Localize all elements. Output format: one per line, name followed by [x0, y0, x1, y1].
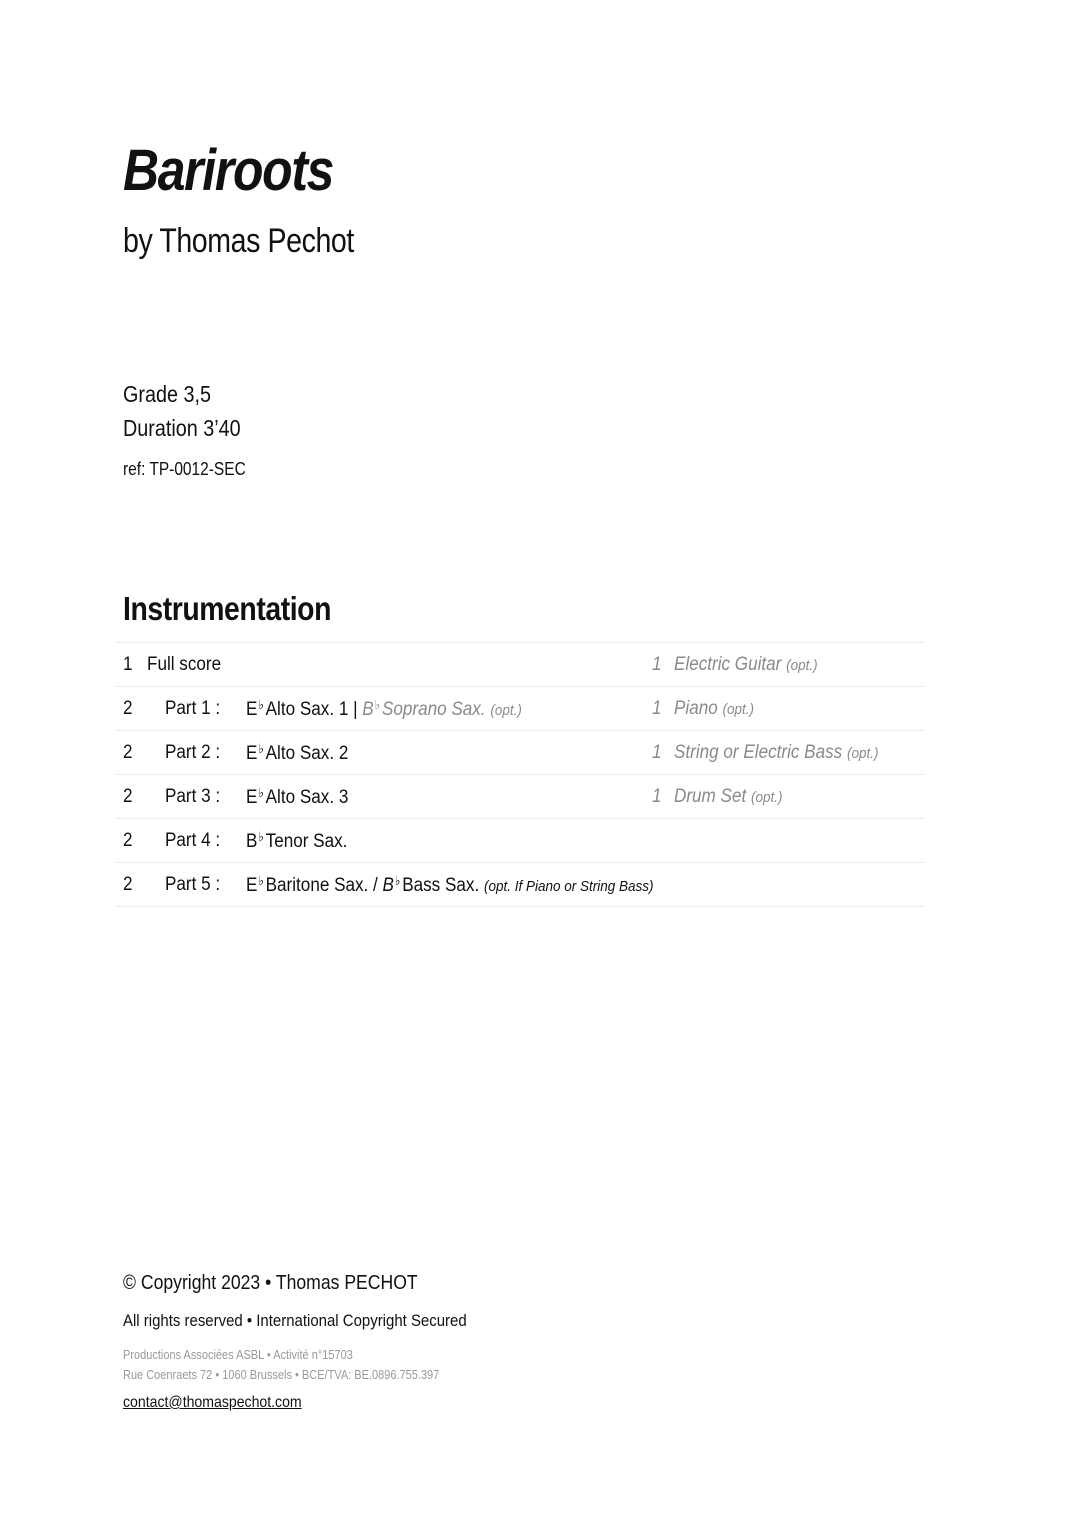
instrument-description: E♭Alto Sax. 1 | B♭Soprano Sax. (opt.): [246, 696, 523, 720]
quantity: 2: [123, 829, 133, 851]
flat-symbol: ♭: [258, 696, 265, 712]
flat-symbol: ♭: [258, 828, 265, 844]
address-line: Productions Associées ASBL • Activité n°15703: [123, 1348, 353, 1362]
optional-quantity: 1: [652, 741, 662, 763]
table-row: [116, 775, 924, 819]
part-number: Part 5 :: [165, 873, 221, 895]
flat-symbol: ♭: [258, 740, 265, 756]
flat-symbol: ♭: [258, 784, 265, 800]
flat-symbol: ♭: [395, 872, 401, 888]
quantity: 2: [123, 697, 133, 719]
optional-quantity: 1: [652, 785, 662, 807]
duration-label: Duration 3’40: [123, 415, 241, 441]
instrument-description: E♭Alto Sax. 2: [246, 740, 349, 764]
copyright-notice: © Copyright 2023 • Thomas PECHOT: [123, 1272, 418, 1294]
table-row: [116, 731, 924, 775]
quantity: 1: [123, 653, 133, 675]
quantity: 2: [123, 785, 133, 807]
optional-quantity: 1: [652, 653, 662, 675]
contact-email-link[interactable]: contact@thomaspechot.com: [123, 1394, 302, 1411]
instrument-description: Full score: [147, 653, 222, 675]
address-line: Rue Coenraets 72 • 1060 Brussels • BCE/TVA: BE.0896.755.397: [123, 1368, 440, 1382]
part-number: Part 2 :: [165, 741, 221, 763]
instrumentation-table: [116, 642, 924, 907]
part-number: Part 3 :: [165, 785, 221, 807]
quantity: 2: [123, 741, 133, 763]
instrument-description: E♭Baritone Sax. / B♭Bass Sax. (opt. If Piano or String Bass): [246, 872, 654, 896]
table-row: [116, 819, 924, 863]
quantity: 2: [123, 873, 133, 895]
part-number: Part 4 :: [165, 829, 221, 851]
optional-instrument: Drum Set (opt.): [674, 785, 783, 807]
part-number: Part 1 :: [165, 697, 221, 719]
table-row: [116, 863, 924, 907]
flat-symbol: ♭: [374, 696, 381, 712]
grade-label: Grade 3,5: [123, 381, 211, 407]
publisher-address: [123, 1345, 439, 1385]
instrumentation-heading: Instrumentation: [123, 590, 331, 627]
rights-notice: All rights reserved • International Copyright Secured: [123, 1311, 467, 1330]
optional-instrument: Electric Guitar (opt.): [674, 653, 818, 675]
piece-title: Bariroots: [123, 138, 334, 203]
flat-symbol: ♭: [258, 872, 265, 888]
optional-instrument: Piano (opt.): [674, 697, 755, 719]
composer-byline: by Thomas Pechot: [123, 222, 354, 260]
optional-quantity: 1: [652, 697, 662, 719]
reference-code: ref: TP-0012-SEC: [123, 459, 246, 479]
instrument-description: B♭Tenor Sax.: [246, 828, 348, 852]
optional-instrument: String or Electric Bass (opt.): [674, 741, 879, 763]
instrument-description: E♭Alto Sax. 3: [246, 784, 349, 808]
table-row: [116, 687, 924, 731]
table-row: [116, 643, 924, 687]
